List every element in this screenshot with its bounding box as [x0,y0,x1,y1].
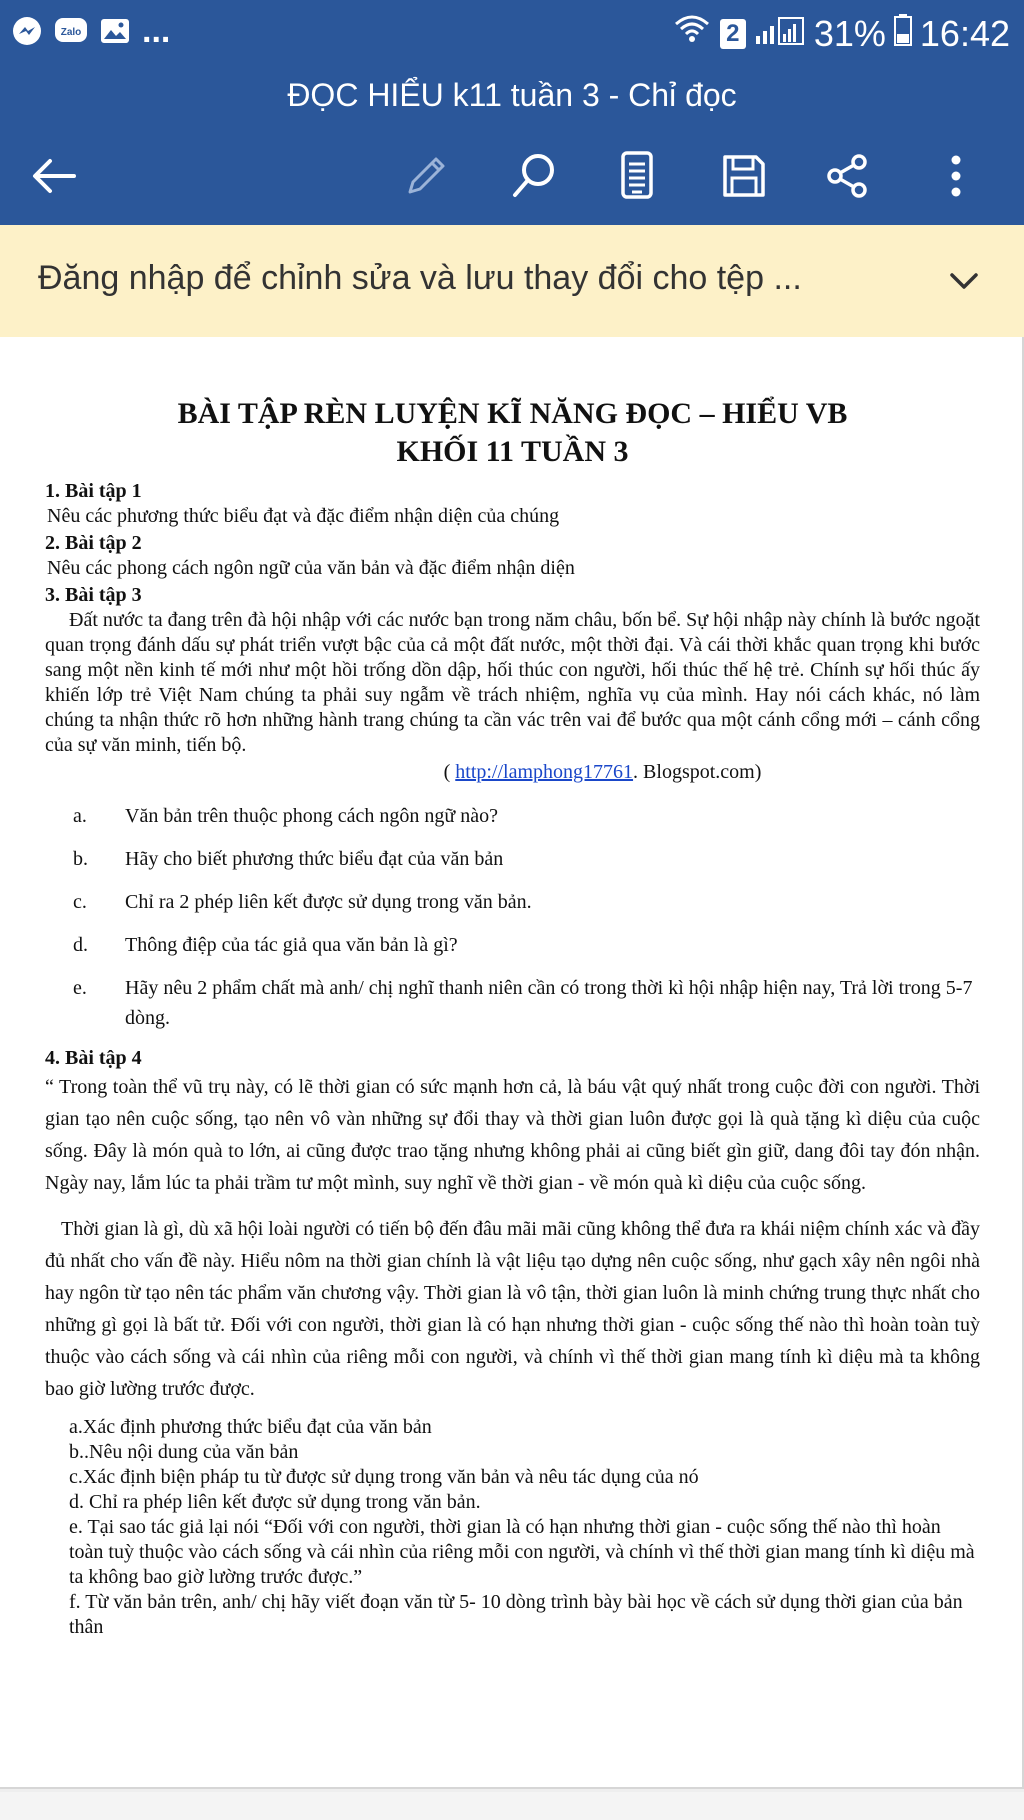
exercise-3-passage: Đất nước ta đang trên đà hội nhập với các nước bạn trong năm châu, bốn bể. Sự hội nhập này chính là bước ngoặt quan trọng đánh dấu sự phát triển vượt bậc của cả một đất nước, một thời đại. Và cái thời khắc quan trọng khi bước sang một nền kinh tế mới như một hồi trống dồn dập, hối thúc con người, hối thúc thế hệ trẻ. Chính sự hối thúc ấy khiến lớp trẻ Việt Nam chúng ta phải suy ngẫm về trách nhiệm, nghĩa vụ của mình. Hay nói cách khác, nó làm chúng ta nhận thức rõ hơn những hành trang chúng ta cần vác trên vai để bước qua một cánh cổng mới – cánh cổng của sự văn minh, tiến bộ. [45,609,980,756]
back-button[interactable] [22,144,86,208]
list-item: f. Từ văn bản trên, anh/ chị hãy viết đoạn văn từ 5- 10 dòng trình bày bài học về cách sử dụng thời gian của bản thân [69,1591,963,1638]
signal-icon [754,13,806,55]
document-page [0,337,1024,1789]
zalo-icon [54,14,88,48]
more-vert-icon [946,152,966,200]
doc-title-line1: BÀI TẬP RÈN LUYỆN KĨ NĂNG ĐỌC – HIỂU VB [177,397,848,430]
source-citation [225,760,980,785]
more-options-button[interactable] [924,144,988,208]
notification-icons [10,14,170,48]
exercise-4-paragraph-2: Thời gian là gì, dù xã hội loài người có tiến bộ đến đâu mãi mãi cũng không thể đưa ra khái niệm chính xác và đầy đủ nhất cho vấn đề này. Hiểu nôm na thời gian chính là vật liệu tạo dựng nên cuộc sống, như gạch xây nên ngôi nhà hay ngôn từ tạo nên tác phẩm văn chương vậy. Thời gian là vô tận, thời gian luôn là minh chứng trung thực nhất cho những gì gọi là bất tử. Đối với con người, thời gian là có hạn nhưng thời gian - cuộc sống thế nào thì hoàn toàn tuỳ thuộc vào cách sống và cái nhìn của riêng mỗi con người, và chính vì thế thời gian mang tính kì diệu mà ta không bao giờ lường trước được. [45,1218,980,1400]
doc-title [45,395,980,471]
share-button[interactable] [815,144,879,208]
arrow-left-icon [30,156,78,196]
exercise-2-heading: 2. Bài tập 2 [45,532,142,554]
list-item: a.Xác định phương thức biểu đạt của văn bản [69,1416,432,1438]
source-open: ( [443,761,456,783]
exercise-4-paragraph-1: “ Trong toàn thể vũ trụ này, có lẽ thời gian có sức mạnh hơn cả, là báu vật quý nhất trong cuộc đời con người. Thời gian tạo nên cuộc sống, tạo nên vô vàn những sự đổi thay và thời gian luôn được gọi là quà tặng kì diệu của cuộc sống. Đây là món quà to lớn, ai cũng được trao tặng nhưng không phải ai cũng biết gìn giữ, dang đôi tay đón nhận. Ngày nay, lắm lúc ta phải trầm tư một mình, suy nghĩ về thời gian - về món quà kì diệu của cuộc sống. [45,1076,980,1194]
messenger-icon [10,14,44,48]
share-icon [823,152,871,200]
exercise-1-text: Nêu các phương thức biểu đạt và đặc điểm nhận diện của chúng [47,505,560,527]
document-title: ĐỌC HIỂU k11 tuần 3 - Chỉ đọc [0,70,1024,130]
save-button[interactable] [712,144,776,208]
list-item: e. Hãy nêu 2 phẩm chất mà anh/ chị nghĩ thanh niên cần có trong thời kì hội nhập hiện nay, Trả lời trong 5-7 dòng. [73,977,973,1029]
list-item: e. Tại sao tác giả lại nói “Đối với con người, thời gian là có hạn nhưng thời gian - cuộc sống thế nào thì hoàn toàn tuỳ thuộc vào cách sống và cái nhìn của riêng mỗi con người, và chính vì thế thời gian mang tính kì diệu mà ta không bao giờ lường trước được.” [69,1516,975,1588]
list-item: c.Xác định biện pháp tu từ được sử dụng trong văn bản và nêu tác dụng của nó [69,1466,699,1488]
list-item: c. Chỉ ra 2 phép liên kết được sử dụng trong văn bản. [73,891,532,913]
search-button[interactable] [502,144,566,208]
exercise-4-questions [69,1415,980,1640]
svg-text:Zalo: Zalo [60,27,82,38]
wifi-icon [672,12,712,55]
clock: 16:42 [919,12,1010,54]
battery-level: 31% [813,12,886,54]
gallery-icon [98,14,132,48]
exercise-3-heading: 3. Bài tập 3 [45,584,142,606]
reading-view-button[interactable] [605,144,669,208]
chevron-down-icon[interactable] [944,261,984,301]
list-item: d. Thông điệp của tác giả qua văn bản là gì? [73,934,458,956]
source-rest: . Blogspot.com) [633,761,762,783]
banner-text: Đăng nhập để chỉnh sửa và lưu thay đổi cho tệp ... [38,259,802,297]
mobile-view-icon [617,150,657,202]
pencil-icon [402,152,450,200]
system-status [672,12,1010,55]
exercise-2-text: Nêu các phong cách ngôn ngữ của văn bản và đặc điểm nhận diện [47,557,575,579]
app-toolbar [0,130,1024,225]
list-item: b..Nêu nội dung của văn bản [69,1441,299,1463]
battery-icon [894,13,912,55]
sim-badge: 2 [720,19,746,49]
document-body [45,395,980,1640]
sign-in-banner[interactable] [0,225,1024,339]
list-item: b. Hãy cho biết phương thức biểu đạt của văn bản [73,848,504,870]
search-icon [509,151,559,201]
exercise-1-heading: 1. Bài tập 1 [45,480,142,502]
list-item: d. Chỉ ra phép liên kết được sử dụng trong văn bản. [69,1491,481,1513]
doc-title-line2: KHỐI 11 TUẦN 3 [396,435,629,468]
exercise-4-heading: 4. Bài tập 4 [45,1047,142,1069]
edit-button[interactable] [394,144,458,208]
status-bar [0,0,1024,70]
bottom-edge [0,1792,1024,1820]
source-link[interactable]: http://lamphong17761 [455,761,634,783]
exercise-3-questions [45,801,980,1033]
save-icon [720,152,768,200]
more-notifications: ... [142,12,171,50]
list-item: a. Văn bản trên thuộc phong cách ngôn ngữ nào? [73,805,498,827]
